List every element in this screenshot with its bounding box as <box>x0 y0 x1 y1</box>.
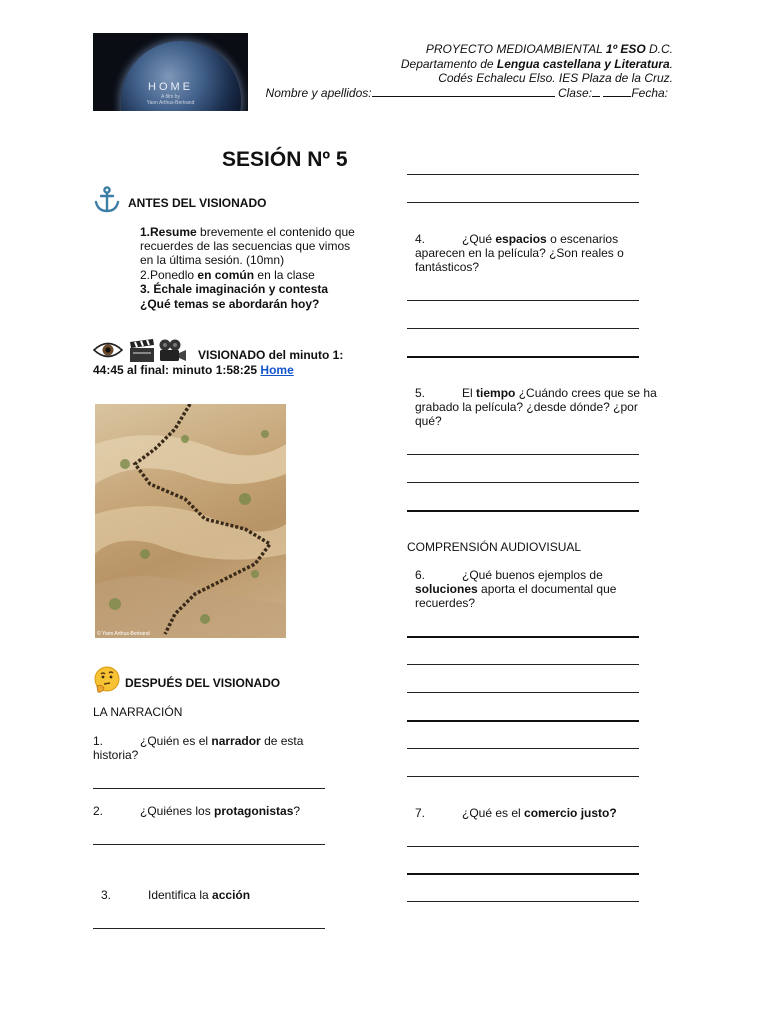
date-label: Fecha: <box>631 86 668 100</box>
answer-line-r4[interactable] <box>407 328 639 329</box>
header-department: Departamento de Lengua castellana y Literatura. <box>400 57 673 71</box>
question-5-line3: qué? <box>415 414 442 428</box>
home-link[interactable]: Home <box>260 363 294 377</box>
answer-line-r15[interactable] <box>407 846 639 847</box>
class-field[interactable] <box>603 86 631 97</box>
header-teacher: Codés Echalecu Elso. IES Plaza de la Cruz. <box>438 71 673 85</box>
photo-credit: © Yann Arthus-Bertrand <box>97 631 150 637</box>
question-4: ¿Qué espacios o escenarios <box>462 232 619 246</box>
answer-line-r16[interactable] <box>407 873 639 875</box>
before-heading: ANTES DEL VISIONADO <box>128 196 267 210</box>
question-5: El tiempo ¿Cuándo crees que se ha <box>462 386 657 400</box>
question-4-line3: fantásticos? <box>415 260 480 274</box>
answer-line-r12[interactable] <box>407 720 639 722</box>
logo-credit-2: Yann Arthus-Bertrand <box>146 100 195 106</box>
answer-line-r6[interactable] <box>407 454 639 455</box>
header-student-fields <box>266 86 668 100</box>
page-title: SESIÓN Nº 5 <box>222 148 348 171</box>
question-4-line2: aparecen en la película? ¿Son reales o <box>415 246 624 260</box>
before-item-3: 3. Échale imaginación y contesta <box>140 282 329 296</box>
viewing-heading: VISIONADO del minuto 1: <box>198 348 344 362</box>
question-6: ¿Qué buenos ejemplos de <box>462 568 603 582</box>
answer-line-2[interactable] <box>93 844 325 845</box>
question-2: ¿Quiénes los protagonistas? <box>140 804 301 818</box>
question-6-number: 6. <box>415 568 426 582</box>
header-project: PROYECTO MEDIOAMBIENTAL 1º ESO D.C. <box>425 42 673 56</box>
question-6-line2: soluciones aporta el documental que <box>415 582 617 596</box>
class-label: Clase: <box>554 86 592 100</box>
name-field[interactable] <box>372 86 555 97</box>
question-1-line2: historia? <box>93 748 139 762</box>
desert-caravan-photo <box>95 404 286 638</box>
answer-line-r5[interactable] <box>407 356 639 358</box>
question-3: Identifica la acción <box>148 888 251 902</box>
answer-line-r9[interactable] <box>407 636 639 638</box>
answer-line-1[interactable] <box>93 788 325 789</box>
answer-line-r17[interactable] <box>407 901 639 902</box>
before-item-2: 2.Ponedlo en común en la clase <box>140 268 315 282</box>
answer-line-r8[interactable] <box>407 510 639 512</box>
after-heading: DESPUÉS DEL VISIONADO <box>125 676 281 690</box>
question-4-number: 4. <box>415 232 426 246</box>
answer-line-r2[interactable] <box>407 202 639 203</box>
question-1-number: 1. <box>93 734 104 748</box>
movie-camera-icon <box>157 339 187 363</box>
answer-line-r13[interactable] <box>407 748 639 749</box>
viewing-time: 44:45 al final: minuto 1:58:25 Home <box>93 363 294 377</box>
clapper-icon <box>129 339 155 363</box>
answer-line-r7[interactable] <box>407 482 639 483</box>
question-3-number: 3. <box>101 888 112 902</box>
question-5-number: 5. <box>415 386 426 400</box>
answer-line-r3[interactable] <box>407 300 639 301</box>
answer-line-r14[interactable] <box>407 776 639 777</box>
thinking-face-icon <box>93 666 121 694</box>
narration-subheading: LA NARRACIÓN <box>93 705 183 719</box>
question-1: ¿Quién es el narrador de esta <box>140 734 304 748</box>
answer-line-3[interactable] <box>93 928 325 929</box>
question-5-line2: grabado la película? ¿desde dónde? ¿por <box>415 400 638 414</box>
question-7: ¿Qué es el comercio justo? <box>462 806 617 820</box>
answer-line-r1[interactable] <box>407 174 639 175</box>
answer-line-r11[interactable] <box>407 692 639 693</box>
question-7-number: 7. <box>415 806 426 820</box>
comprehension-subheading: COMPRENSIÓN AUDIOVISUAL <box>407 540 582 554</box>
before-item-1: 1.Resume brevemente el contenido que recuerdes de las secuencias que vimos en la última sesión. (10mn) <box>140 225 355 267</box>
question-2-number: 2. <box>93 804 104 818</box>
logo-title: HOME <box>148 81 193 93</box>
logo-credit-1: A film by <box>161 94 180 100</box>
name-label: Nombre y apellidos: <box>265 86 372 100</box>
question-6-line3: recuerdes? <box>415 596 476 610</box>
before-item-4: ¿Qué temas se abordarán hoy? <box>140 297 320 311</box>
answer-line-r10[interactable] <box>407 664 639 665</box>
home-film-logo <box>93 33 248 111</box>
eye-icon <box>93 339 123 361</box>
anchor-icon <box>94 186 120 214</box>
